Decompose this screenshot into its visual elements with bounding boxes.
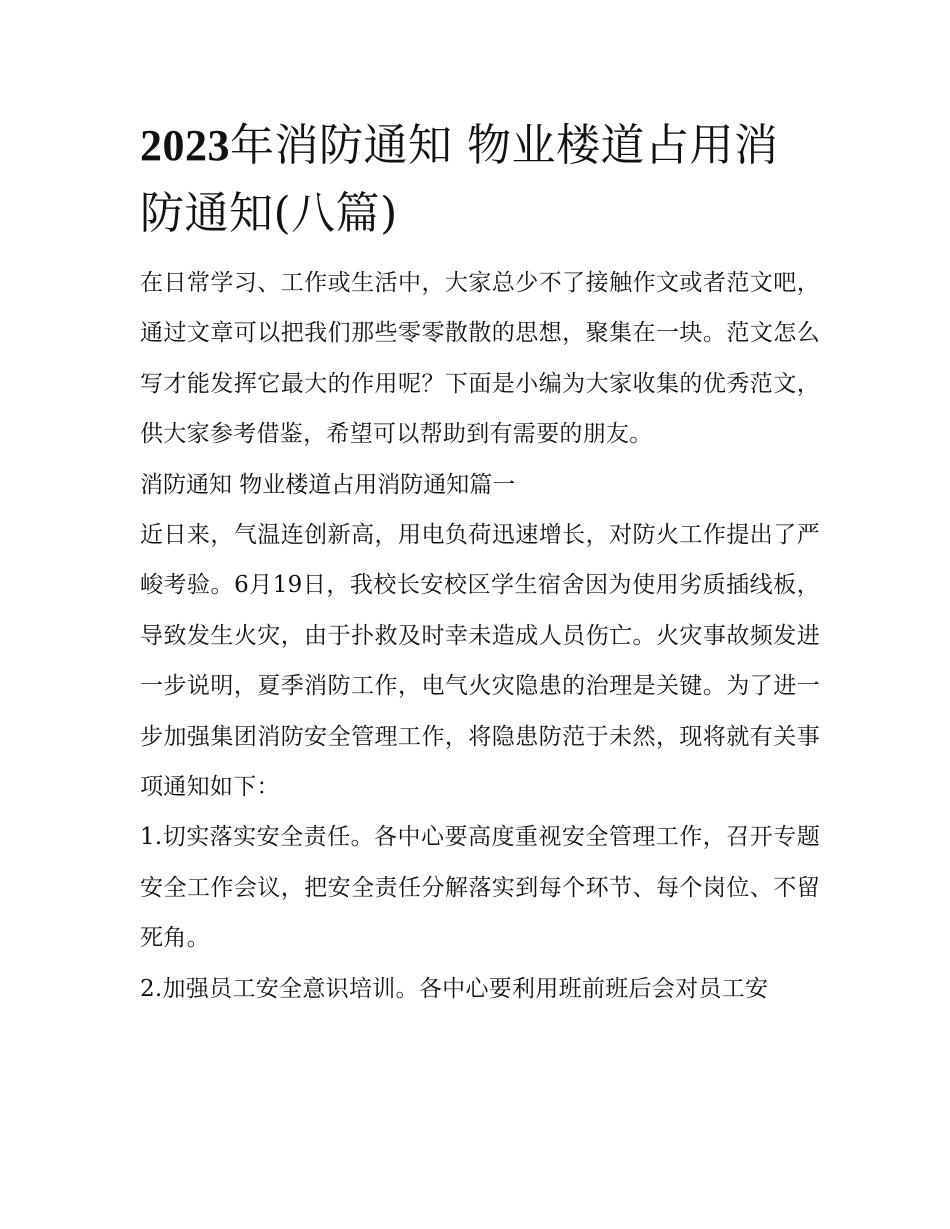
title-year: 2023: [140, 121, 230, 170]
document-page: [140, 112, 820, 1014]
body-paragraph-3: 2.加强员工安全意识培训。各中心要利用班前班后会对员工安: [140, 975, 769, 1002]
section-heading: 消防通知 物业楼道占用消防通知篇一: [140, 471, 516, 498]
title-text: 年消防通知 物业楼道占用消防通知(八篇): [140, 120, 779, 239]
document-title: [140, 112, 820, 248]
body-paragraph-1: 近日来，气温连创新高，用电负荷迅速增长，对防火工作提出了严峻考验。6月19日，我校长安校区学生宿舍因为使用劣质插线板，导致发生火灾，由于扑救及时幸未造成人员伤亡。火灾事故频发进一步说明，夏季消防工作，电气火灾隐患的治理是关键。为了进一步加强集团消防安全管理工作，将隐患防范于未然，现将就有关事项通知如下：: [140, 522, 820, 801]
body-paragraph-2: 1.切实落实安全责任。各中心要高度重视安全管理工作，召开专题安全工作会议，把安全责任分解落实到每个环节、每个岗位、不留死角。: [140, 824, 820, 952]
intro-paragraph: 在日常学习、工作或生活中，大家总少不了接触作文或者范文吧，通过文章可以把我们那些零零散散的思想，聚集在一块。范文怎么写才能发挥它最大的作用呢？下面是小编为大家收集的优秀范文，供大家参考借鉴，希望可以帮助到有需要的朋友。: [140, 270, 820, 448]
